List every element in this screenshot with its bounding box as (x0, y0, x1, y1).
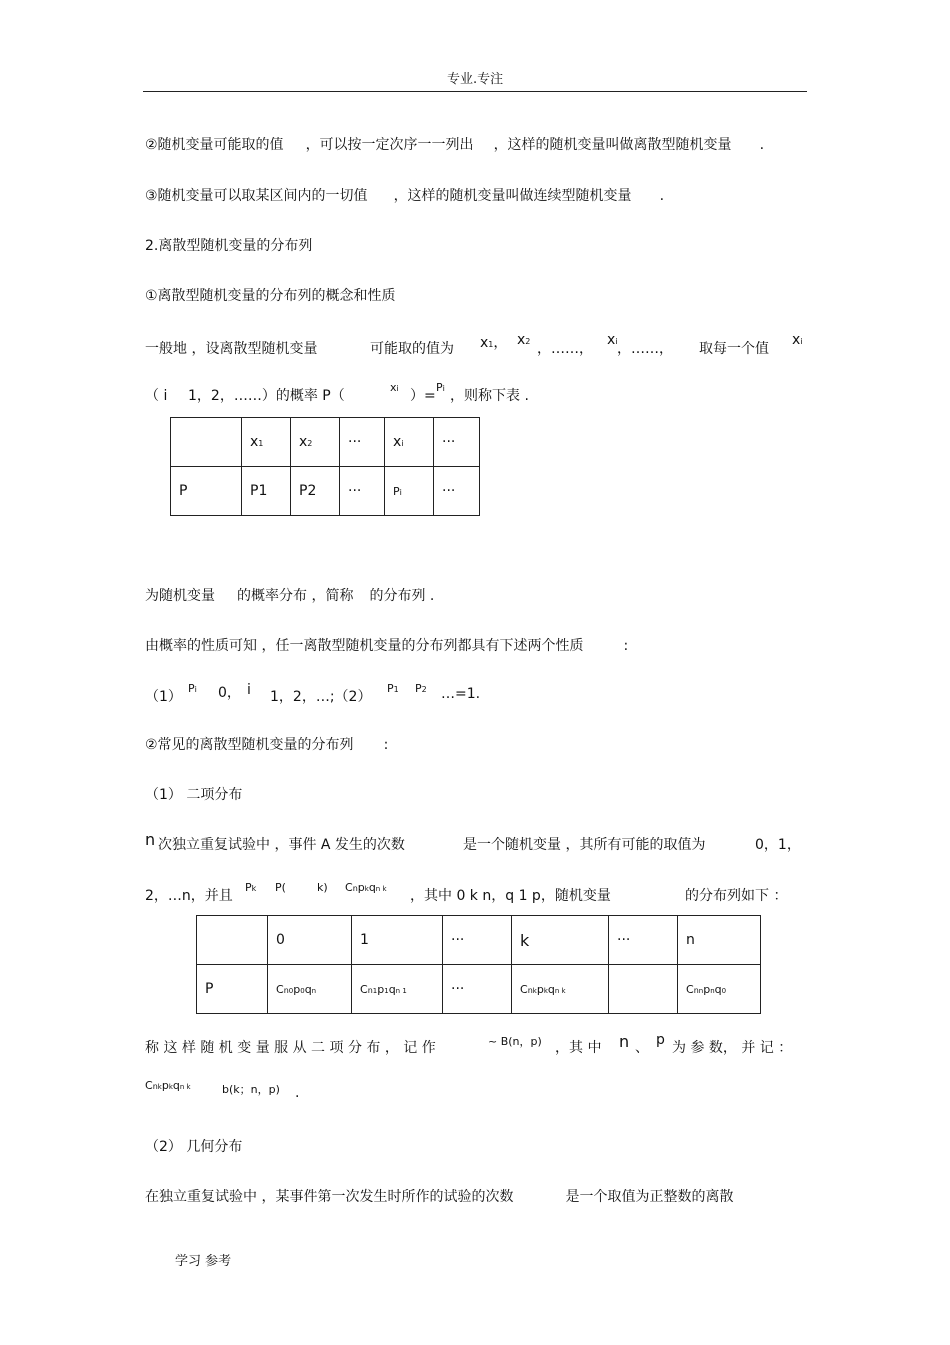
distribution-table (170, 417, 480, 516)
heading-binomial: （1） 二项分布 (145, 787, 243, 803)
paragraph-continuous-def: ③随机变量可以取某区间内的一切值 ，这样的随机变量叫做连续型随机变量 . (145, 188, 665, 204)
paragraph-properties: 由概率的性质可知 ，任一离散型随机变量的分布列都具有下述两个性质 : (145, 638, 629, 654)
paragraph-discrete-def: ②随机变量可能取的值 ，可以按一定次序一一列出 ，这样的随机变量叫做离散型随机变量 . (145, 137, 765, 153)
paragraph-common-distributions: ②常见的离散型随机变量的分布列 : (145, 737, 389, 753)
paragraph-binomial-notation: 称 这 样 随 机 变 量 服 从 二 项 分 布 ， 记 作 ~ B(n，p) ，其 中 n 、 p 为 参 数， 并 记 ： (145, 1032, 793, 1056)
page-header: 专业.专注 (447, 72, 504, 87)
paragraph-binomial-b: Cnkpkqn k b(k；n，p) . (145, 1079, 300, 1101)
table-row: P P1 P2 ··· Pi ··· (171, 467, 480, 516)
table-row: x1 x2 ··· xi ··· (171, 418, 480, 467)
binomial-table (196, 915, 761, 1014)
section-heading: 2.离散型随机变量的分布列 (145, 238, 313, 254)
page-footer: 学习 参考 (175, 1254, 232, 1269)
paragraph-geometric-def: 在独立重复试验中 ，某事件第一次发生时所作的试验的次数 是一个取值为正整数的离散 (145, 1189, 734, 1205)
paragraph-binomial-formula: 2，…n，并且 Pk P( k) Cnpkqn k ，其中 0 k n，q 1 p，随机变量 的分布列如下 ： (145, 881, 788, 904)
paragraph-distribution-name: 为随机变量 的概率分布 ，简称 的分布列 . (145, 588, 435, 604)
table-row: P Cn0p0qn Cn1p1qn 1 ··· Cnkpkqn k Cnnpnq0 (197, 965, 761, 1014)
paragraph-property-list: （1） Pi 0， i 1，2，…;（2） P1 P2 …=1. (145, 682, 481, 705)
paragraph-probability: （ i 1，2，……）的概率 P（ xi ）= Pi ，则称下表 . (145, 381, 529, 404)
subsection-heading: ①离散型随机变量的分布列的概念和性质 (145, 288, 396, 304)
paragraph-binomial-def: n 次独立重复试验中 ，事件 A 发生的次数 是一个随机变量 ，其所有可能的取值为 0，1， (145, 830, 801, 853)
table-row: 0 1 ··· k ··· n (197, 916, 761, 965)
header-rule (143, 91, 807, 92)
paragraph-general-def: 一般地 ，设离散型随机变量 可能取的值为 x1， x2 ，……， xi ，……， 取每一个值 xi (145, 332, 803, 357)
heading-geometric: （2） 几何分布 (145, 1139, 243, 1155)
